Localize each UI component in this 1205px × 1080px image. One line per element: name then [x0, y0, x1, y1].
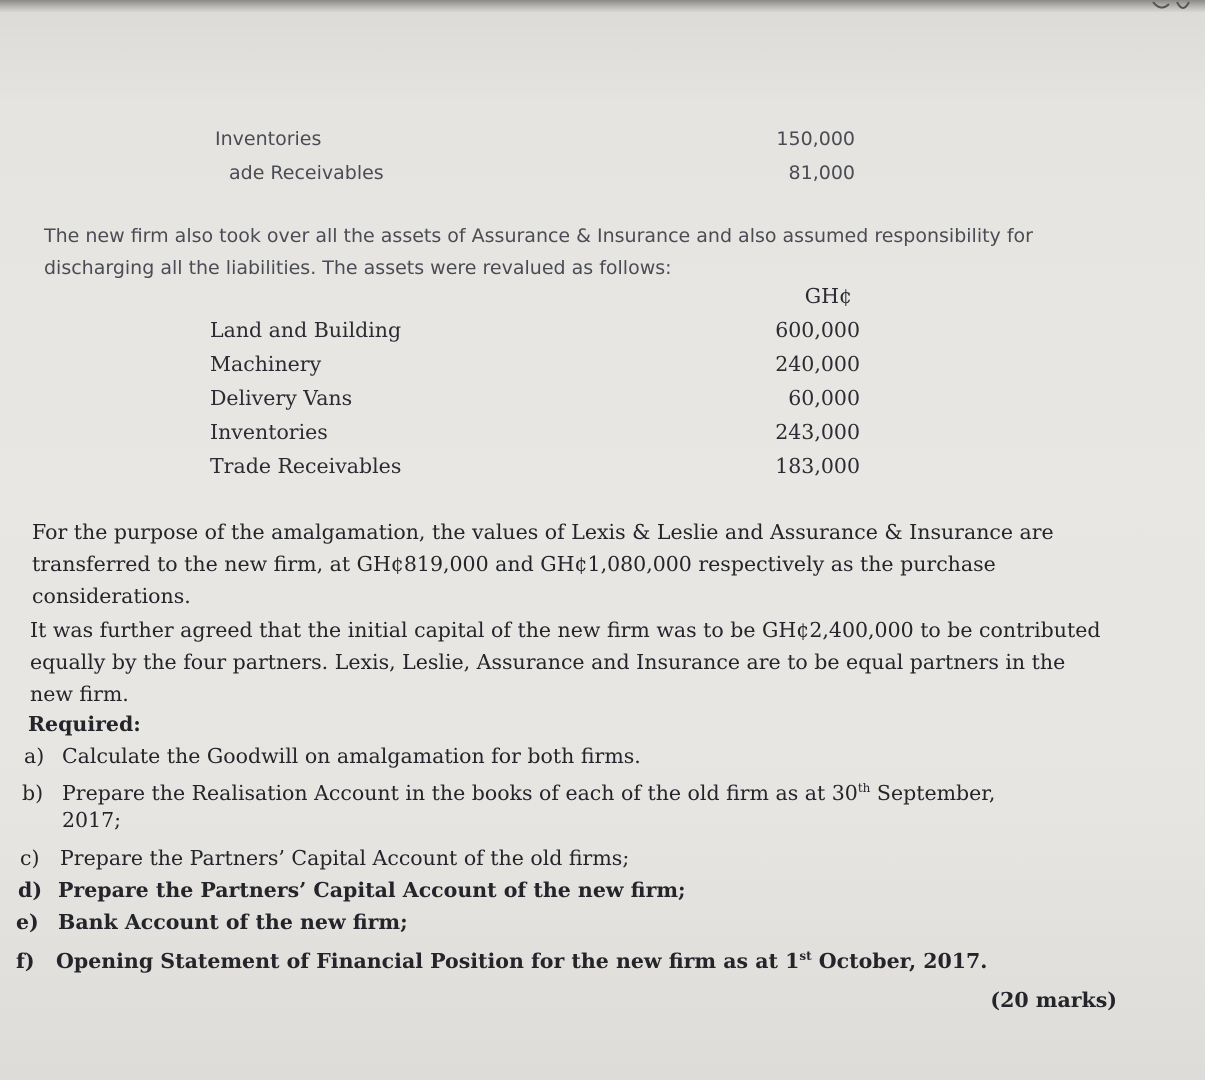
- intro-paragraph: The new firm also took over all the assets of Assurance & Insurance and also assumed responsibility for discharging all the liabilities. The assets were revalued as follows:: [44, 225, 1033, 279]
- requirement-c: [20, 842, 629, 874]
- row-label: Land and Building: [210, 318, 402, 342]
- paragraph-text: It was further agreed that the initial capital of the new firm was to be GH¢2,400,000 to be contributed equally by the four partners. Lexis, Leslie, Assurance and Insurance are to be equal partners in the new firm.: [30, 618, 1101, 706]
- revaluation-table: [210, 284, 860, 484]
- table-row: [210, 386, 860, 418]
- table-row: [210, 454, 860, 486]
- row-amount: 150,000: [776, 128, 855, 150]
- row-amount: 81,000: [788, 162, 855, 184]
- item-text: Calculate the Goodwill on amalgamation for both firms.: [62, 744, 641, 768]
- requirement-e: [16, 906, 408, 938]
- row-amount: 243,000: [775, 420, 860, 444]
- capital-paragraph: [30, 614, 1110, 710]
- item-sup: st: [799, 949, 812, 963]
- table-row: [210, 420, 860, 452]
- item-text: Bank Account of the new firm;: [58, 910, 408, 934]
- item-text-end: October, 2017.: [811, 948, 988, 973]
- item-text: Prepare the Realisation Account in the books of each of the old firm as at 30: [62, 780, 858, 805]
- currency-label: GH¢: [804, 284, 852, 308]
- item-text: Prepare the Partners’ Capital Account of the new firm;: [58, 878, 686, 902]
- item-text: Prepare the Partners’ Capital Account of the old firms;: [60, 846, 630, 870]
- required-heading: Required:: [28, 712, 141, 736]
- marks-label: (20 marks): [990, 988, 1117, 1012]
- requirement-b: [22, 772, 995, 809]
- item-text-end: September,: [870, 780, 996, 805]
- paragraph-text: For the purpose of the amalgamation, the values of Lexis & Leslie and Assurance & Insurance are transferred to the new firm, at GH¢819,000 and GH¢1,080,000 respectively as the purchase considerations.: [32, 520, 1054, 608]
- row-label: Delivery Vans: [210, 386, 353, 410]
- item-marker: d): [18, 878, 43, 902]
- top-asset-table: [215, 128, 855, 192]
- item-sup: th: [857, 781, 871, 795]
- table-row: [215, 162, 855, 192]
- currency-header: [210, 284, 860, 316]
- requirement-d: [18, 874, 686, 906]
- purchase-consideration-paragraph: [32, 516, 1112, 612]
- page-corner-mark: [1151, 0, 1191, 14]
- row-amount: 183,000: [775, 454, 860, 478]
- requirement-f: [16, 940, 987, 977]
- row-label: Inventories: [215, 128, 322, 150]
- requirement-a: [24, 740, 641, 772]
- row-label: Trade Receivables: [210, 454, 402, 478]
- item-marker: b): [22, 780, 44, 805]
- table-row: [215, 128, 855, 158]
- table-row: [210, 352, 860, 384]
- row-label: Machinery: [210, 352, 322, 376]
- item-marker: f): [16, 948, 35, 973]
- row-amount: 60,000: [788, 386, 860, 410]
- row-label: Inventories: [210, 420, 328, 444]
- item-marker: a): [24, 744, 45, 768]
- table-row: [210, 318, 860, 350]
- row-label: ade Receivables: [229, 162, 384, 184]
- row-amount: 240,000: [775, 352, 860, 376]
- item-marker: c): [20, 846, 40, 870]
- requirement-b-continuation: 2017;: [62, 808, 122, 832]
- page-top-edge: [0, 0, 1205, 12]
- item-text: Opening Statement of Financial Position for the new firm as at 1: [56, 948, 800, 973]
- row-amount: 600,000: [775, 318, 860, 342]
- item-marker: e): [16, 910, 39, 934]
